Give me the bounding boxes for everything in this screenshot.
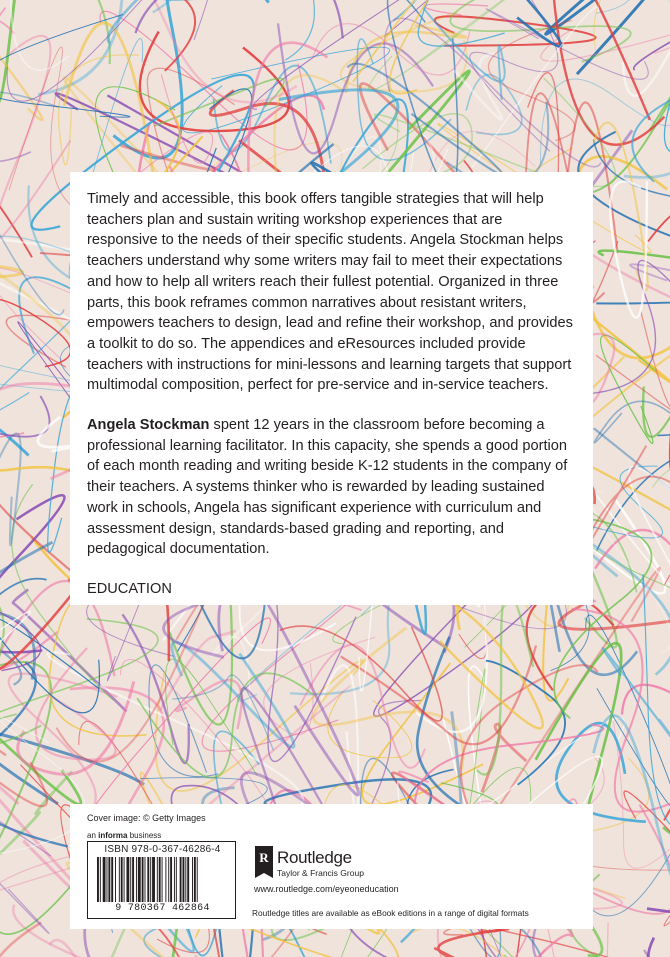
author-name: Angela Stockman: [87, 417, 210, 434]
routledge-logo-icon: [254, 845, 274, 879]
barcode-bar: [121, 857, 123, 902]
ebook-availability-note: Routledge titles are available as eBook editions in a range of digital formats: [252, 908, 529, 918]
subject-category: EDUCATION: [87, 580, 172, 597]
publisher-name: Routledge: [277, 848, 352, 867]
informa-brand: informa: [98, 831, 128, 840]
svg-text:R: R: [259, 850, 269, 865]
publisher-group: Taylor & Francis Group: [277, 868, 364, 878]
barcode-bar: [111, 857, 113, 902]
author-bio: [87, 415, 575, 560]
barcode-bar: [124, 857, 125, 902]
barcode-bar: [142, 857, 144, 902]
informa-prefix: an: [87, 831, 99, 840]
barcode-bar: [162, 857, 163, 902]
barcode-bar: [183, 857, 185, 902]
ean-digits: 9 780367 462864: [115, 903, 210, 914]
barcode-bar: [159, 857, 161, 902]
publisher-footer-panel: [70, 804, 593, 929]
publisher-url[interactable]: www.routledge.com/eyeoneducation: [254, 884, 399, 894]
barcode-bar: [108, 857, 110, 902]
barcode-bar: [126, 857, 129, 902]
barcode-bar: [165, 857, 166, 902]
barcode-bar: [100, 857, 101, 902]
barcode-bar: [132, 857, 134, 902]
barcode-bar: [138, 857, 141, 902]
barcode-bar: [150, 857, 151, 902]
barcode-bar: [187, 857, 189, 902]
barcode-bar: [197, 857, 198, 902]
barcode-bar: [115, 857, 116, 902]
book-description: Timely and accessible, this book offers tangible strategies that will help teachers plan and sustain writing workshop experiences that are responsive to the needs of their specific students. Angela Stockman helps teachers understand why some writers may fail to meet their expectations and how to help all writers reach their fullest potential. Organized in three parts, this book reframes common narratives about resistant writers, empowers teachers to design, lead and refine their workshop, and provides a toolkit to do so. The appendices and eResources included provide teachers with instructions for mini-lessons and learning targets that support multimodal composition, perfect for pre-service and in-service teachers.: [87, 191, 573, 394]
barcode-bar: [157, 857, 158, 902]
barcode-bar: [174, 857, 175, 902]
barcode-bar: [192, 857, 193, 902]
author-bio-text: spent 12 years in the classroom before becoming a professional learning facilitator. In this capacity, she spends a good portion of each month reading and writing beside K-12 students in the company of their teachers. A systems thinker who is rewarded by leading sustained work in schools, Angela has significant experience with curriculum and assessment design, standards-based grading and reporting, and pedagogical documentation.: [87, 417, 568, 558]
isbn-number: ISBN 978-0-367-46286-4: [104, 844, 221, 855]
barcode-bar: [130, 857, 131, 902]
cover-image-credit: Cover image: © Getty Images: [87, 813, 206, 823]
barcode-bar: [119, 857, 120, 902]
informa-suffix: business: [127, 831, 162, 840]
barcode-bar: [97, 857, 99, 902]
barcode-bar: [176, 857, 177, 902]
barcode-bar: [103, 857, 106, 902]
informa-business-line: [87, 831, 161, 840]
back-cover-blurb-panel: [70, 172, 593, 605]
barcode-bar: [107, 857, 108, 902]
barcode-bar: [145, 857, 146, 902]
barcode-bar: [185, 857, 186, 902]
barcode-bar: [180, 857, 182, 902]
barcode-bar: [147, 857, 149, 902]
barcode-bar: [170, 857, 172, 902]
barcode-bar: [152, 857, 155, 902]
barcode-bar: [136, 857, 137, 902]
barcode-bar: [168, 857, 169, 902]
barcode-bar: [194, 857, 196, 902]
isbn-barcode-box: [87, 841, 236, 919]
